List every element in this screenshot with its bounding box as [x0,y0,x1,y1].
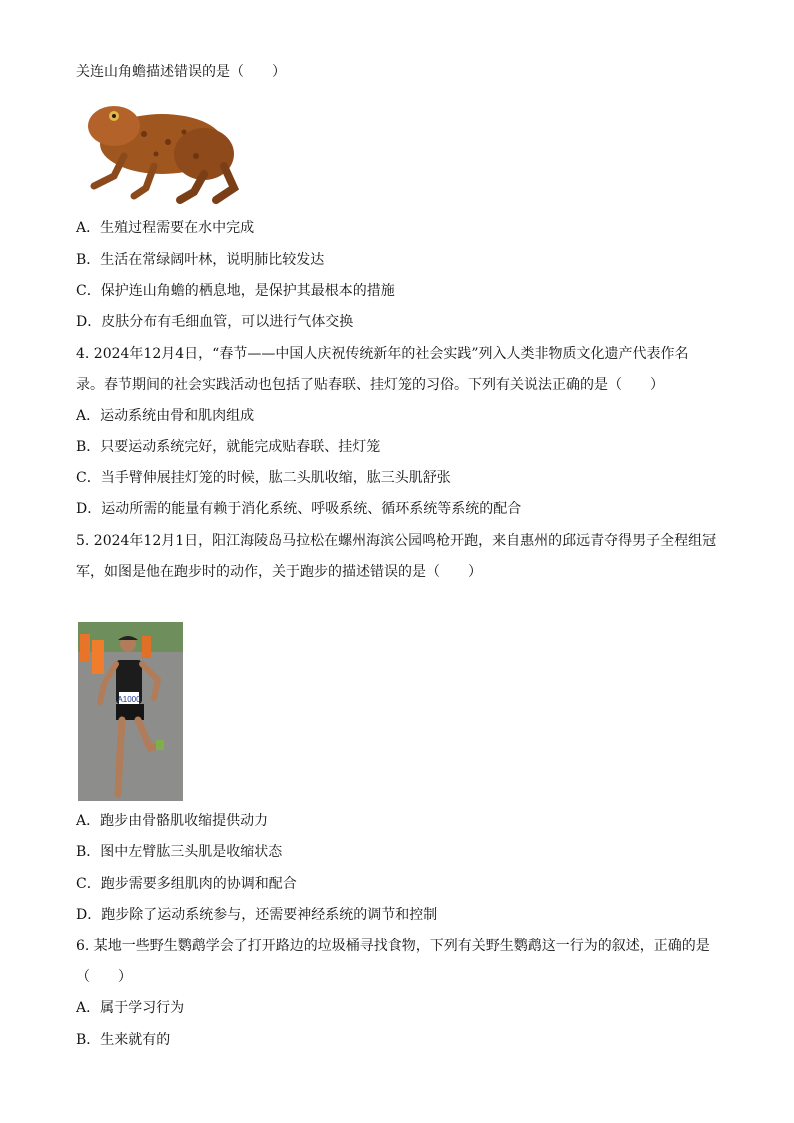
q6-option-b: B．生来就有的 [76,1032,171,1048]
q4-stem-line2: 录。春节期间的社会实践活动也包括了贴春联、挂灯笼的习俗。下列有关说法正确的是（ ） [76,377,664,393]
runner-photo [78,622,183,801]
q4-option-b: B．只要运动系统完好，就能完成贴春联、挂灯笼 [76,439,381,455]
q5-stem-line1: 5. 2024年12月1日，阳江海陵岛马拉松在螺州海滨公园鸣枪开跑，来自惠州的邱远青夺得男子全程组冠 [76,533,717,549]
runner-bib-number: A1000 [117,695,141,704]
q3-option-c: C．保护连山角蟾的栖息地，是保护其最根本的措施 [76,283,395,299]
q3-stem: 关连山角蟾描述错误的是（ ） [76,64,286,80]
q5-option-b: B．图中左臂肱三头肌是收缩状态 [76,844,283,860]
q5-option-c: C．跑步需要多组肌肉的协调和配合 [76,876,297,892]
q5-option-a: A．跑步由骨骼肌收缩提供动力 [76,813,269,829]
toad-image [84,96,242,206]
q4-stem-line1: 4. 2024年12月4日，“春节——中国人庆祝传统新年的社会实践”列入人类非物质文化遗产代表作名 [76,346,689,362]
q6-option-a: A．属于学习行为 [76,1000,185,1016]
q3-option-a: A．生殖过程需要在水中完成 [76,220,255,236]
q5-option-d: D．跑步除了运动系统参与，还需要神经系统的调节和控制 [76,907,438,923]
q6-stem-line1: 6. 某地一些野生鹦鹉学会了打开路边的垃圾桶寻找食物，下列有关野生鹦鹉这一行为的叙述，正确的是 [76,938,710,954]
q3-option-b: B．生活在常绿阔叶林，说明肺比较发达 [76,252,325,268]
q5-stem-line2: 军，如图是他在跑步时的动作，关于跑步的描述错误的是（ ） [76,564,482,580]
q4-option-d: D．运动所需的能量有赖于消化系统、呼吸系统、循环系统等系统的配合 [76,501,522,517]
q6-stem-line2: （ ） [76,969,132,985]
q3-option-d: D．皮肤分布有毛细血管，可以进行气体交换 [76,314,354,330]
q4-option-a: A．运动系统由骨和肌肉组成 [76,408,255,424]
q4-option-c: C．当手臂伸展挂灯笼的时候，肱二头肌收缩，肱三头肌舒张 [76,470,451,486]
